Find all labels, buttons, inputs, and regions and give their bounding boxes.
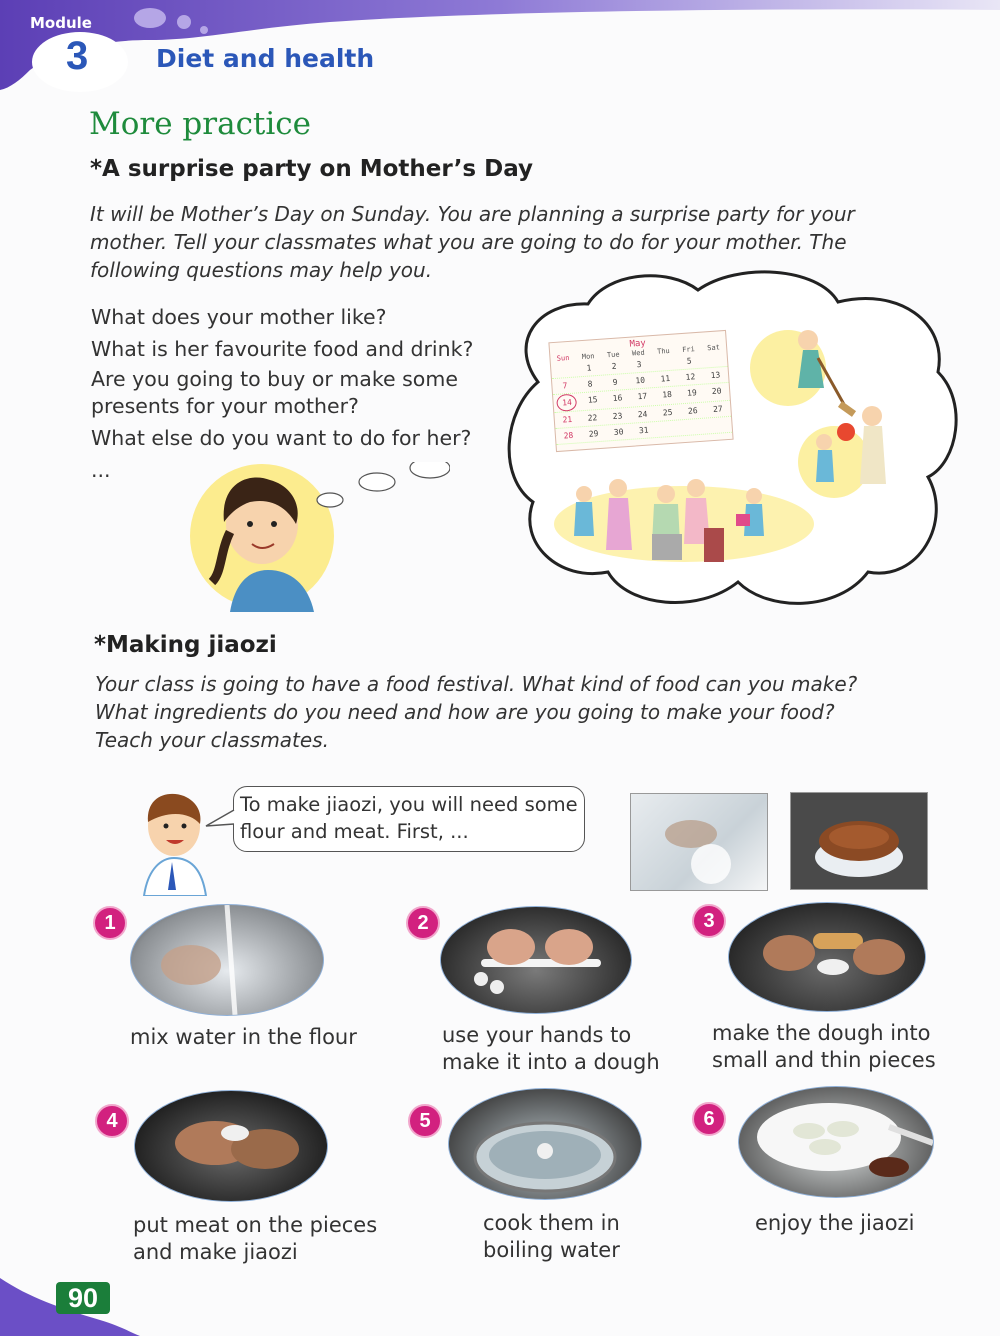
- module-label: Module: [30, 14, 92, 32]
- step-number-badge: 4: [95, 1104, 129, 1138]
- instruction-line: What ingredients do you need and how are you going to make your food?: [95, 700, 835, 724]
- speech-text: [240, 791, 590, 845]
- caption-line: and make jiaozi: [133, 1240, 298, 1264]
- activity2-title: *Making jiaozi: [94, 632, 277, 658]
- boy-speaking-illustration: [128, 786, 218, 896]
- calendar-day: 5: [686, 356, 693, 366]
- calendar-day: 20: [711, 386, 722, 397]
- calendar-day: 9: [612, 377, 618, 387]
- weekday-label: Wed: [631, 348, 645, 358]
- page-number: 90: [56, 1282, 110, 1314]
- speech-line: To make jiaozi, you will need some: [240, 793, 578, 816]
- calendar-day: 25: [662, 407, 673, 418]
- caption-line: put meat on the pieces: [133, 1213, 378, 1237]
- question-list: [91, 302, 511, 485]
- calendar-day: 29: [588, 429, 599, 439]
- calendar-day: 17: [637, 391, 648, 402]
- calendar-day: 16: [612, 393, 623, 403]
- step5-photo: [448, 1088, 642, 1200]
- step4-photo: [134, 1090, 328, 1202]
- step-number-badge: 6: [692, 1102, 726, 1136]
- step-number-badge: 2: [406, 906, 440, 940]
- calendar-day: 26: [687, 406, 698, 416]
- calendar-day: 18: [661, 389, 673, 400]
- family-cooking-illustration: [554, 474, 824, 564]
- thought-bubble: [498, 262, 960, 614]
- caption-line: mix water in the flour: [130, 1025, 357, 1049]
- caption-line: enjoy the jiaozi: [755, 1211, 915, 1235]
- calendar-day: [709, 417, 728, 433]
- step2-caption: [442, 1022, 660, 1076]
- may-calendar: [548, 330, 733, 452]
- calendar-day: 14: [556, 394, 577, 412]
- calendar-day: 7: [562, 381, 568, 391]
- question-item: What else do you want to do for her?: [91, 426, 472, 450]
- caption-line: cook them in: [483, 1211, 620, 1235]
- instruction-line: Your class is going to have a food festival. What kind of food can you make?: [95, 672, 858, 696]
- header-wave-graphic: [0, 0, 1000, 96]
- question-item: What is her favourite food and drink?: [91, 337, 474, 361]
- calendar-day: 21: [562, 414, 573, 425]
- calendar-day: 30: [613, 427, 624, 437]
- module-number: 3: [66, 34, 89, 78]
- calendar-day: 28: [563, 430, 574, 441]
- girl-thinking-illustration: [190, 462, 450, 612]
- step3-caption: [712, 1020, 936, 1074]
- question-item: presents for your mother?: [91, 394, 359, 418]
- step6-caption: [755, 1210, 914, 1237]
- weekday-label: Tue: [606, 350, 620, 360]
- calendar-day: 19: [686, 388, 698, 398]
- instruction-line: following questions may help you.: [90, 258, 433, 282]
- caption-line: boiling water: [483, 1238, 620, 1262]
- step1-photo: [130, 904, 324, 1016]
- instruction-line: mother. Tell your classmates what you are going to do for your mother. The: [90, 230, 847, 254]
- question-item: Are you going to buy or make some: [91, 367, 458, 391]
- caption-line: make it into a dough: [442, 1050, 660, 1074]
- calendar-month: May: [629, 338, 647, 350]
- calendar-day: [655, 355, 674, 371]
- flour-photo: [630, 793, 768, 891]
- step1-caption: [130, 1024, 357, 1051]
- instruction-line: Teach your classmates.: [95, 728, 329, 752]
- weekday-label: Mon: [581, 352, 595, 362]
- step6-photo: [738, 1086, 934, 1198]
- question-ellipsis: ...: [91, 458, 111, 482]
- step4-caption: [133, 1212, 377, 1266]
- module-title: Diet and health: [156, 44, 375, 73]
- calendar-day: 11: [660, 373, 671, 384]
- speech-line: flour and meat. First, ...: [240, 820, 469, 843]
- calendar-day: [684, 419, 703, 435]
- calendar-day: 1: [586, 363, 592, 373]
- calendar-day: [659, 421, 678, 437]
- calendar-day: 15: [587, 395, 598, 405]
- instruction-line: It will be Mother’s Day on Sunday. You are planning a surprise party for your: [90, 202, 855, 226]
- question-item: What does your mother like?: [91, 305, 387, 329]
- caption-line: make the dough into: [712, 1021, 931, 1045]
- calendar-day: 31: [638, 425, 649, 436]
- meat-photo: [790, 792, 928, 890]
- calendar-day: 2: [611, 361, 617, 371]
- weekday-label: Sun: [556, 353, 570, 363]
- calendar-day: 8: [587, 379, 593, 389]
- section-title: More practice: [89, 106, 312, 142]
- calendar-day: 23: [612, 411, 623, 422]
- step-number-badge: 1: [93, 906, 127, 940]
- calendar-day: 13: [710, 370, 721, 381]
- calendar-day: 24: [637, 409, 648, 420]
- weekday-label: Thu: [656, 346, 671, 356]
- calendar-day: [705, 351, 724, 367]
- speech-tail: [204, 808, 236, 830]
- calendar-day: [554, 362, 573, 378]
- weekday-label: Fri: [681, 345, 696, 355]
- step3-photo: [728, 902, 926, 1012]
- calendar-day: 22: [587, 413, 598, 423]
- calendar-day: 3: [636, 359, 642, 370]
- step5-caption: [483, 1210, 620, 1264]
- step-number-badge: 5: [408, 1104, 442, 1138]
- weekday-label: Sat: [706, 343, 721, 353]
- module-header-band: [0, 0, 1000, 96]
- activity2-instructions: [95, 670, 975, 754]
- step2-photo: [440, 906, 632, 1014]
- calendar-day: 10: [635, 375, 646, 386]
- caption-line: small and thin pieces: [712, 1048, 936, 1072]
- caption-line: use your hands to: [442, 1023, 632, 1047]
- calendar-day: 12: [685, 372, 696, 382]
- calendar-day: 27: [712, 404, 723, 415]
- step-number-badge: 3: [692, 904, 726, 938]
- activity1-title: *A surprise party on Mother’s Day: [90, 156, 534, 182]
